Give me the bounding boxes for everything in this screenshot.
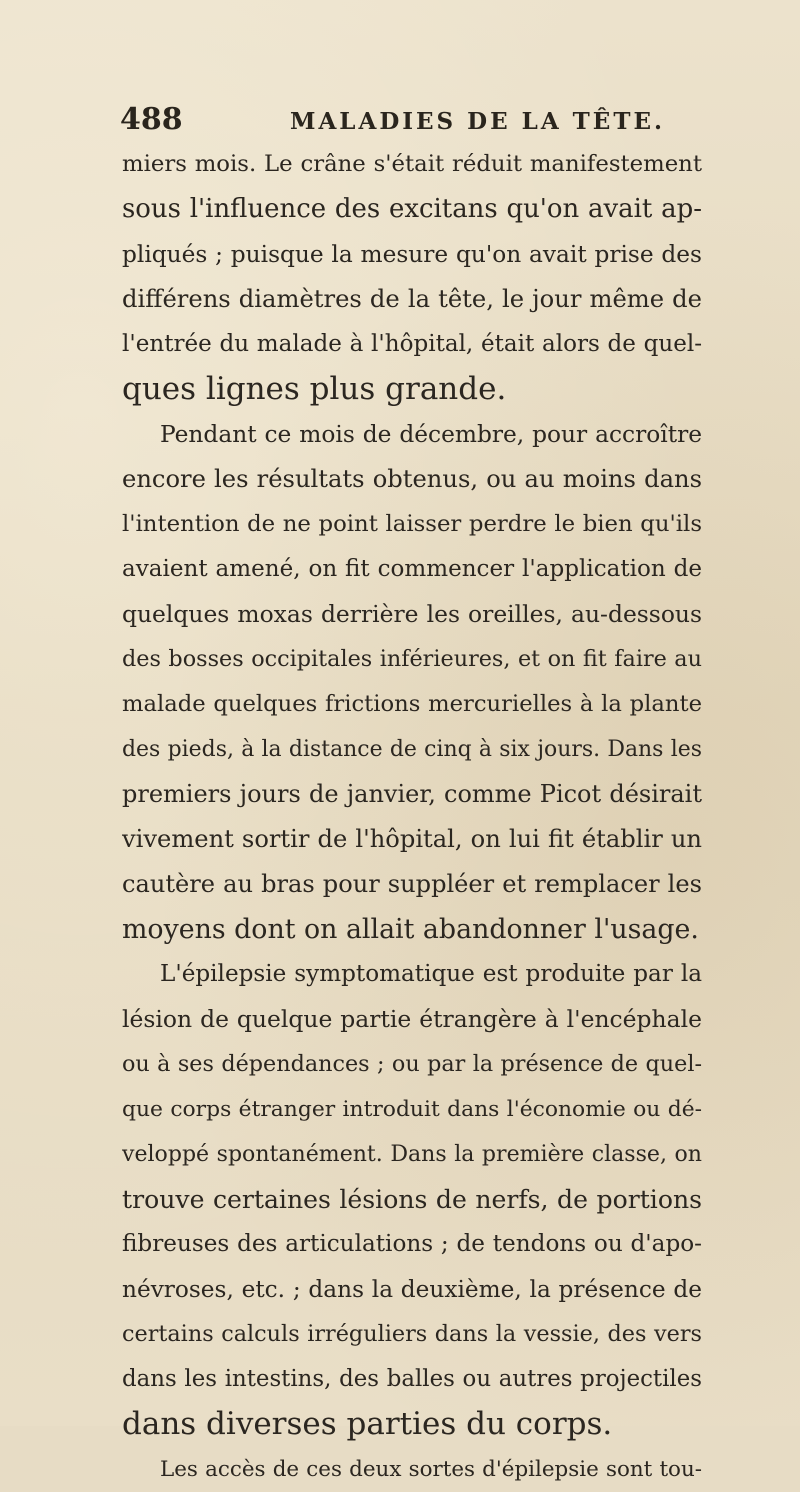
text-line: fibreuses des articulations ; de tendons ou d'apo- [122, 1231, 702, 1257]
text-line: cautère au bras pour suppléer et remplacer les [122, 870, 702, 898]
text-line: trouve certaines lésions de nerfs, de portions [122, 1185, 702, 1214]
text-line: sous l'influence des excitans qu'on avait ap- [122, 194, 702, 224]
text-line: l'intention de ne point laisser perdre le bien qu'ils [122, 511, 702, 537]
running-head: MALADIES DE LA TÊTE. [290, 108, 665, 135]
text-line: que corps étranger introduit dans l'économie ou dé- [122, 1097, 702, 1122]
text-line: avaient amené, on fit commencer l'application de [122, 556, 702, 582]
text-line: quelques moxas derrière les oreilles, au-dessous [122, 600, 702, 628]
text-line: certains calculs irréguliers dans la vessie, des vers [122, 1321, 702, 1347]
text-line: moyens dont on allait abandonner l'usage. [122, 914, 699, 945]
page-number: 488 [120, 102, 183, 137]
text-line: dans les intestins, des balles ou autres projectiles [122, 1366, 702, 1392]
text-line: des pieds, à la distance de cinq à six jours. Dans les [122, 737, 702, 762]
paragraph-start: Les accès de ces deux sortes d'épilepsie sont tou- [160, 1457, 702, 1482]
text-line: différens diamètres de la tête, le jour même de [122, 285, 702, 313]
text-line: ou à ses dépendances ; ou par la présence de quel- [122, 1051, 702, 1077]
paragraph-start: Pendant ce mois de décembre, pour accroître [160, 421, 702, 448]
page-header [120, 102, 700, 142]
text-line: lésion de quelque partie étrangère à l'encéphale [122, 1005, 702, 1033]
body-text [122, 142, 702, 1492]
text-line: malade quelques frictions mercurielles à la plante [122, 691, 702, 717]
text-line: ques lignes plus grande. [122, 371, 507, 407]
text-line: miers mois. Le crâne s'était réduit manifestement [122, 151, 702, 177]
paragraph-start: L'épilepsie symptomatique est produite par la [160, 961, 702, 987]
text-line: veloppé spontanément. Dans la première classe, on [122, 1142, 702, 1167]
text-line: l'entrée du malade à l'hôpital, était alors de quel- [122, 331, 702, 357]
text-line: névroses, etc. ; dans la deuxième, la présence de [122, 1276, 702, 1303]
text-line: dans diverses parties du corps. [122, 1406, 613, 1442]
text-line: pliqués ; puisque la mesure qu'on avait prise des [122, 241, 702, 268]
text-line: vivement sortir de l'hôpital, on lui fit établir un [122, 825, 702, 853]
text-line: premiers jours de janvier, comme Picot désirait [122, 780, 702, 808]
text-line: des bosses occipitales inférieures, et on fit faire au [122, 646, 702, 672]
text-line: encore les résultats obtenus, ou au moins dans [122, 465, 702, 493]
